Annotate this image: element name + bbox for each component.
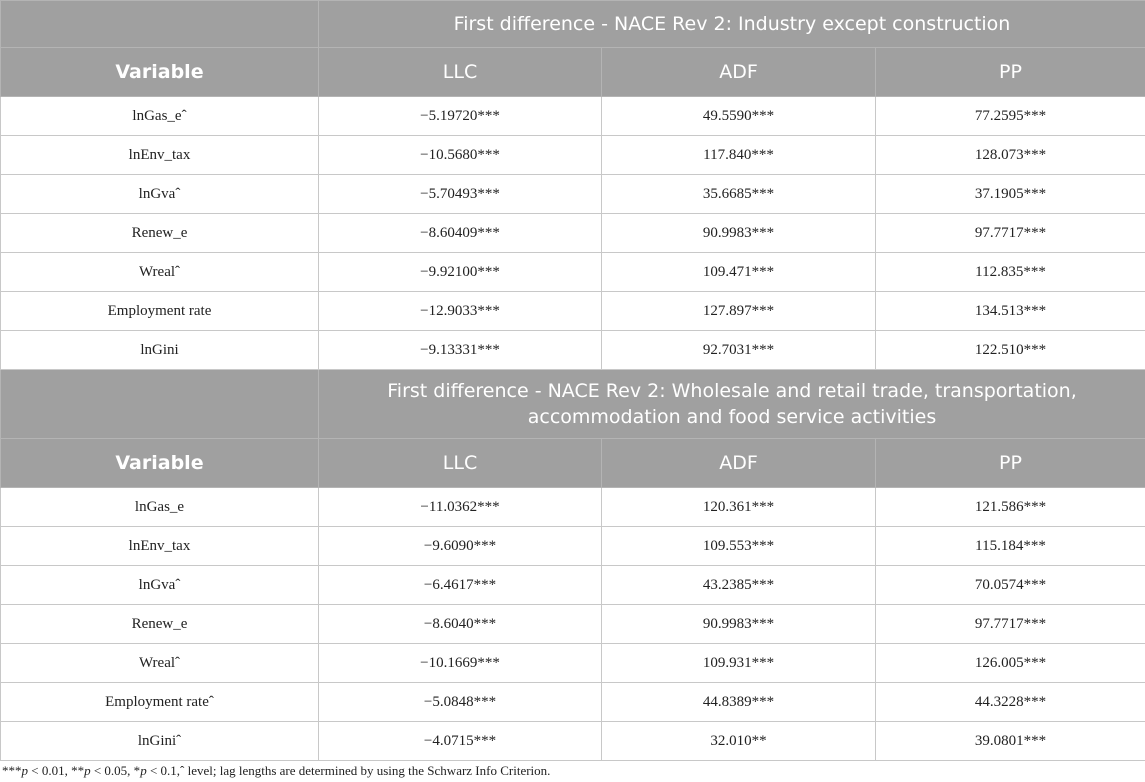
llc-cell: −8.60409*** — [319, 214, 602, 253]
adf-cell: 43.2385*** — [602, 566, 876, 605]
pp-cell: 44.3228*** — [876, 683, 1145, 722]
table-row — [1, 175, 1145, 214]
llc-cell: −6.4617*** — [319, 566, 602, 605]
llc-cell: −4.0715*** — [319, 722, 602, 761]
llc-cell: −10.1669*** — [319, 644, 602, 683]
table-row — [1, 644, 1145, 683]
footnote-part: < 0.05, * — [90, 763, 141, 778]
table-row — [1, 683, 1145, 722]
llc-cell: −5.70493*** — [319, 175, 602, 214]
adf-cell: 32.010** — [602, 722, 876, 761]
panel-title-line: First difference - NACE Rev 2: Wholesale and retail trade, transportation, — [387, 380, 1077, 402]
panel-title — [319, 370, 1145, 439]
table-row — [1, 136, 1145, 175]
column-header-row — [1, 439, 1145, 488]
adf-cell: 120.361*** — [602, 488, 876, 527]
panel-title — [319, 1, 1145, 48]
column-header-llc: LLC — [319, 48, 602, 97]
footnote-part: p — [84, 763, 91, 778]
adf-cell: 127.897*** — [602, 292, 876, 331]
column-header-row — [1, 48, 1145, 97]
table-row — [1, 253, 1145, 292]
pp-cell: 97.7717*** — [876, 214, 1145, 253]
column-header-pp: PP — [876, 439, 1145, 488]
adf-cell: 90.9983*** — [602, 605, 876, 644]
variable-cell: Renew_e — [1, 214, 319, 253]
pp-cell: 122.510*** — [876, 331, 1145, 370]
table-row — [1, 722, 1145, 761]
table-row — [1, 605, 1145, 644]
variable-cell: Wrealˆ — [1, 644, 319, 683]
column-header-llc: LLC — [319, 439, 602, 488]
pp-cell: 37.1905*** — [876, 175, 1145, 214]
variable-cell: Employment rateˆ — [1, 683, 319, 722]
table-row — [1, 488, 1145, 527]
results-table-body — [1, 1, 1145, 761]
llc-cell: −12.9033*** — [319, 292, 602, 331]
llc-cell: −5.19720*** — [319, 97, 602, 136]
table-row — [1, 331, 1145, 370]
panel-title-row — [1, 1, 1145, 48]
variable-cell: lnGvaˆ — [1, 175, 319, 214]
adf-cell: 92.7031*** — [602, 331, 876, 370]
header-empty-cell — [1, 1, 319, 48]
variable-cell: lnEnv_tax — [1, 527, 319, 566]
footnote-part: < 0.01, ** — [28, 763, 85, 778]
adf-cell: 35.6685*** — [602, 175, 876, 214]
column-header-variable: Variable — [1, 48, 319, 97]
variable-cell: Wrealˆ — [1, 253, 319, 292]
panel-title-row — [1, 370, 1145, 439]
column-header-adf: ADF — [602, 439, 876, 488]
table-row — [1, 214, 1145, 253]
variable-cell: lnEnv_tax — [1, 136, 319, 175]
panel-title-line: First difference - NACE Rev 2: Industry except construction — [453, 13, 1011, 35]
pp-cell: 39.0801*** — [876, 722, 1145, 761]
variable-cell: lnGiniˆ — [1, 722, 319, 761]
variable-cell: Employment rate — [1, 292, 319, 331]
pp-cell: 70.0574*** — [876, 566, 1145, 605]
table-footnote — [2, 763, 550, 779]
llc-cell: −10.5680*** — [319, 136, 602, 175]
pp-cell: 115.184*** — [876, 527, 1145, 566]
adf-cell: 109.471*** — [602, 253, 876, 292]
table-row — [1, 292, 1145, 331]
column-header-pp: PP — [876, 48, 1145, 97]
variable-cell: lnGvaˆ — [1, 566, 319, 605]
adf-cell: 49.5590*** — [602, 97, 876, 136]
adf-cell: 109.553*** — [602, 527, 876, 566]
panel-title-line: accommodation and food service activities — [527, 406, 937, 428]
llc-cell: −9.6090*** — [319, 527, 602, 566]
llc-cell: −8.6040*** — [319, 605, 602, 644]
adf-cell: 109.931*** — [602, 644, 876, 683]
pp-cell: 134.513*** — [876, 292, 1145, 331]
llc-cell: −5.0848*** — [319, 683, 602, 722]
header-empty-cell — [1, 370, 319, 439]
variable-cell: Renew_e — [1, 605, 319, 644]
variable-cell: lnGini — [1, 331, 319, 370]
column-header-variable: Variable — [1, 439, 319, 488]
column-header-adf: ADF — [602, 48, 876, 97]
pp-cell: 77.2595*** — [876, 97, 1145, 136]
footnote-part: *** — [2, 763, 22, 778]
variable-cell: lnGas_eˆ — [1, 97, 319, 136]
footnote-part: < 0.1,ˆ level; lag lengths are determined by using the Schwarz Info Criterion. — [146, 763, 551, 778]
llc-cell: −9.13331*** — [319, 331, 602, 370]
pp-cell: 121.586*** — [876, 488, 1145, 527]
variable-cell: lnGas_e — [1, 488, 319, 527]
pp-cell: 126.005*** — [876, 644, 1145, 683]
pp-cell: 128.073*** — [876, 136, 1145, 175]
pp-cell: 97.7717*** — [876, 605, 1145, 644]
llc-cell: −11.0362*** — [319, 488, 602, 527]
table-row — [1, 566, 1145, 605]
table-row — [1, 97, 1145, 136]
adf-cell: 44.8389*** — [602, 683, 876, 722]
footnote-part: p — [21, 763, 28, 778]
footnote-part: p — [140, 763, 147, 778]
adf-cell: 117.840*** — [602, 136, 876, 175]
llc-cell: −9.92100*** — [319, 253, 602, 292]
adf-cell: 90.9983*** — [602, 214, 876, 253]
table-row — [1, 527, 1145, 566]
pp-cell: 112.835*** — [876, 253, 1145, 292]
